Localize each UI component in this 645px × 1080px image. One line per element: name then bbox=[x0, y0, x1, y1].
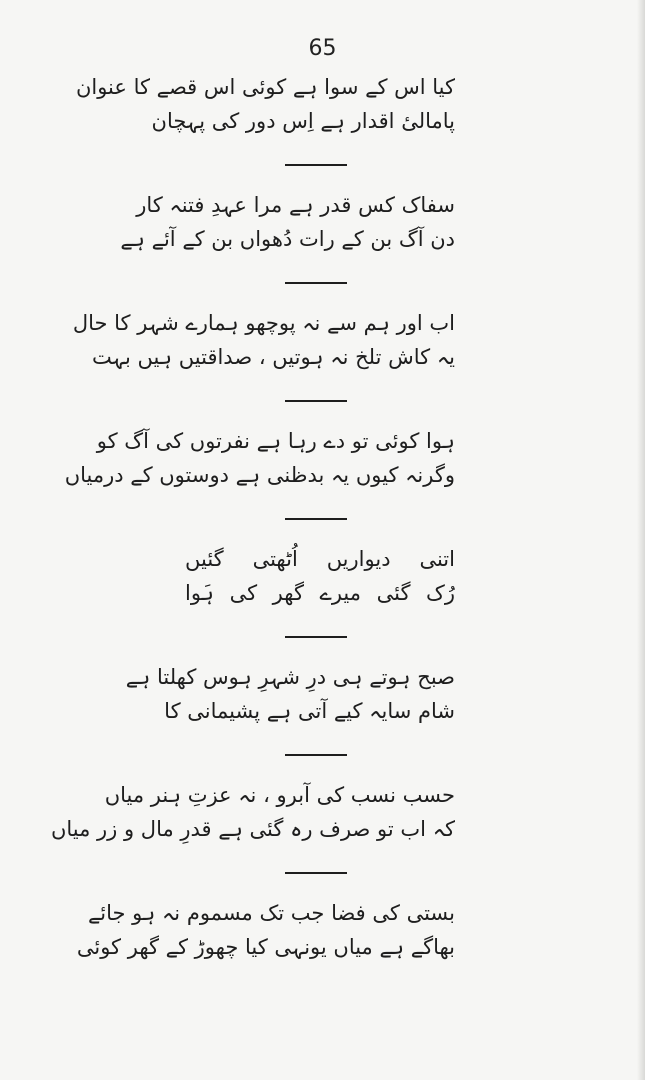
stanza-1 bbox=[75, 70, 455, 188]
verse-line: ہوا کوئی تو دے رہا ہے نفرتوں کی آگ کو bbox=[96, 429, 455, 453]
verse-line: وگرنہ کیوں یہ بدظنی ہے دوستوں کے درمیاں bbox=[64, 463, 455, 487]
verse-line: اب اور ہم سے نہ پوچھو ہمارے شہر کا حال bbox=[72, 311, 455, 335]
page-number: 65 bbox=[308, 36, 337, 61]
stanza-divider bbox=[285, 872, 347, 874]
stanza-2 bbox=[120, 188, 455, 306]
bleed-through-shadow bbox=[300, 1016, 510, 1028]
stanza-5 bbox=[185, 542, 455, 660]
stanza-7 bbox=[50, 778, 455, 896]
verse-line: یہ کاش تلخ نہ ہوتیں ، صداقتیں ہیں بہت bbox=[92, 345, 455, 369]
verse-line: بستی کی فضا جب تک مسموم نہ ہو جائے bbox=[87, 901, 455, 925]
verse-line: کیا اس کے سوا ہے کوئی اس قصے کا عنوان bbox=[75, 75, 455, 99]
stanza-6 bbox=[125, 660, 455, 778]
poem-body bbox=[50, 70, 455, 1014]
stanza-divider bbox=[285, 282, 347, 284]
verse-line: اتنی دیواریں اُٹھتی گئیں bbox=[185, 547, 455, 571]
stanza-divider bbox=[285, 636, 347, 638]
stanza-8 bbox=[76, 896, 455, 1014]
stanza-4 bbox=[64, 424, 455, 542]
verse-line: شام سایہ کیے آتی ہے پشیمانی کا bbox=[164, 699, 455, 723]
verse-line: سفاک کس قدر ہے مرا عہدِ فتنہ کار bbox=[136, 193, 455, 217]
stanza-divider bbox=[285, 518, 347, 520]
verse-line: دن آگ بن کے رات دُھواں بن کے آئے ہے bbox=[120, 227, 455, 251]
verse-line: کہ اب تو صرف رہ گئی ہے قدرِ مال و زر میاں bbox=[50, 817, 455, 841]
verse-line: پامالیٔ اقدار ہے اِس دور کی پہچان bbox=[151, 109, 455, 133]
stanza-divider bbox=[285, 400, 347, 402]
page-edge-shadow bbox=[637, 0, 645, 1080]
verse-line: بھاگے ہے میاں یونہی کیا چھوڑ کے گھر کوئی bbox=[76, 935, 455, 959]
stanza-divider bbox=[285, 754, 347, 756]
verse-line: حسب نسب کی آبرو ، نہ عزتِ ہنر میاں bbox=[104, 783, 455, 807]
verse-line: رُک گئی میرے گھر کی ہَوا bbox=[185, 581, 455, 605]
stanza-divider bbox=[285, 164, 347, 166]
stanza-3 bbox=[72, 306, 455, 424]
verse-line: صبح ہوتے ہی درِ شہرِ ہوس کھلتا ہے bbox=[125, 665, 455, 689]
